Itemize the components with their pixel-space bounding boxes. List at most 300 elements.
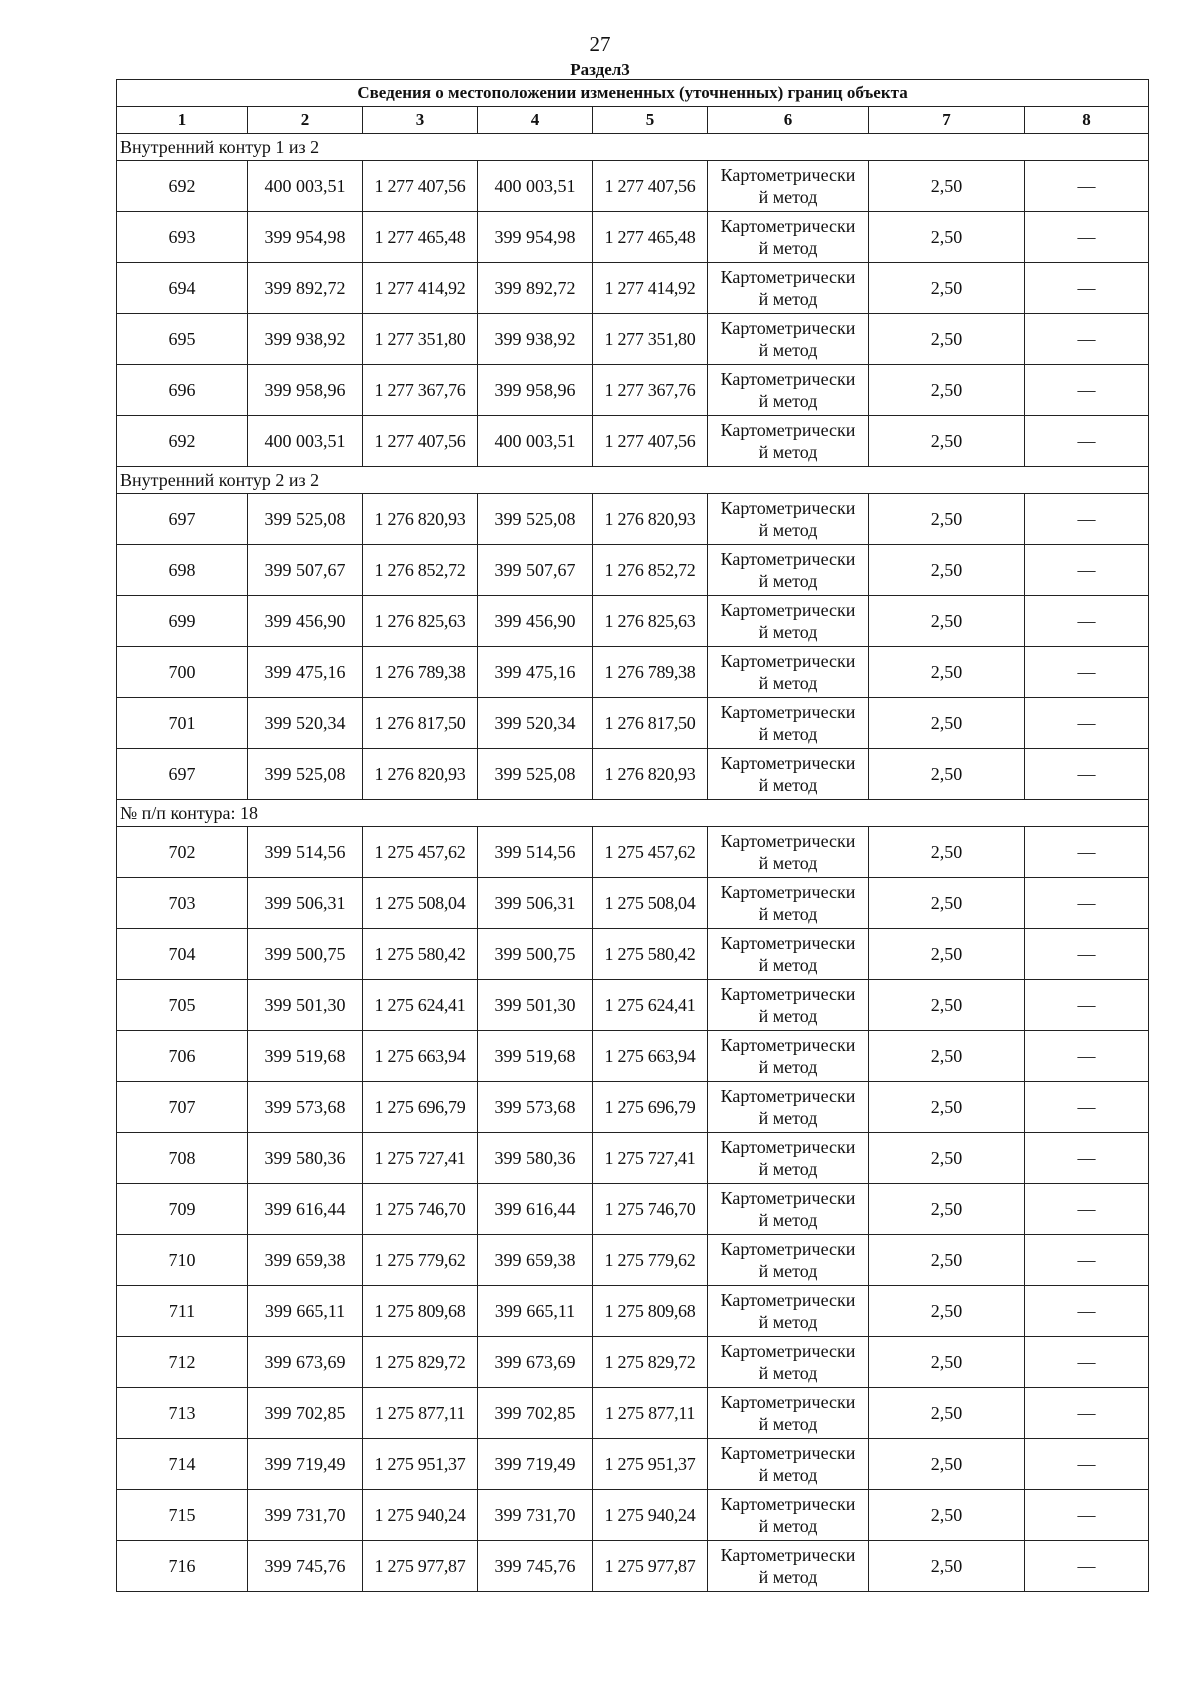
- column-number-row: [117, 107, 1149, 134]
- y-old-cell: 1 276 817,50: [363, 698, 478, 749]
- method-text-line1: Картометрически: [720, 831, 856, 851]
- y-new-cell: 1 276 820,93: [593, 749, 708, 800]
- column-number: 6: [708, 107, 869, 134]
- table-row: [117, 1439, 1149, 1490]
- method-cell: [708, 1337, 869, 1388]
- page-number: 27: [589, 32, 611, 56]
- y-new-cell: 1 275 746,70: [593, 1184, 708, 1235]
- y-old-cell: 1 275 779,62: [363, 1235, 478, 1286]
- table-title: Сведения о местоположении измененных (уточненных) границ объекта: [117, 80, 1149, 107]
- y-old-cell: 1 275 746,70: [363, 1184, 478, 1235]
- method-text-line1: Картометрически: [720, 1188, 856, 1208]
- method-cell: [708, 929, 869, 980]
- y-new-cell: 1 277 367,76: [593, 365, 708, 416]
- method-text-line2: й метод: [758, 187, 818, 207]
- x-old-cell: 400 003,51: [248, 161, 363, 212]
- method-cell: [708, 1031, 869, 1082]
- section-title: Раздел3: [570, 60, 630, 79]
- contour-header-row: [117, 467, 1149, 494]
- precision-cell: 2,50: [869, 1541, 1025, 1592]
- x-old-cell: 399 525,08: [248, 749, 363, 800]
- method-text-line2: й метод: [758, 1261, 818, 1281]
- contour-label: № п/п контура: 18: [117, 800, 1149, 827]
- y-new-cell: 1 277 465,48: [593, 212, 708, 263]
- precision-cell: 2,50: [869, 212, 1025, 263]
- y-new-cell: 1 276 852,72: [593, 545, 708, 596]
- precision-cell: 2,50: [869, 878, 1025, 929]
- x-new-cell: 399 507,67: [478, 545, 593, 596]
- method-text-line2: й метод: [758, 1312, 818, 1332]
- x-new-cell: 399 580,36: [478, 1133, 593, 1184]
- x-new-cell: 399 745,76: [478, 1541, 593, 1592]
- method-cell: [708, 1082, 869, 1133]
- precision-cell: 2,50: [869, 416, 1025, 467]
- x-old-cell: 399 954,98: [248, 212, 363, 263]
- note-cell: —: [1025, 1388, 1149, 1439]
- x-new-cell: 399 938,92: [478, 314, 593, 365]
- precision-cell: 2,50: [869, 1337, 1025, 1388]
- x-old-cell: 399 665,11: [248, 1286, 363, 1337]
- x-old-cell: 399 719,49: [248, 1439, 363, 1490]
- coordinates-table: [116, 79, 1149, 1592]
- method-text-line2: й метод: [758, 853, 818, 873]
- x-new-cell: 399 525,08: [478, 749, 593, 800]
- precision-cell: 2,50: [869, 1286, 1025, 1337]
- method-text-line2: й метод: [758, 238, 818, 258]
- method-text-line2: й метод: [758, 1465, 818, 1485]
- x-old-cell: 399 573,68: [248, 1082, 363, 1133]
- method-text-line1: Картометрически: [720, 1035, 856, 1055]
- method-cell: [708, 1490, 869, 1541]
- table-row: [117, 545, 1149, 596]
- point-number-cell: 711: [117, 1286, 248, 1337]
- point-number-cell: 710: [117, 1235, 248, 1286]
- x-old-cell: 399 580,36: [248, 1133, 363, 1184]
- x-new-cell: 399 501,30: [478, 980, 593, 1031]
- x-old-cell: 399 500,75: [248, 929, 363, 980]
- table-row: [117, 1031, 1149, 1082]
- method-text-line2: й метод: [758, 1516, 818, 1536]
- point-number-cell: 701: [117, 698, 248, 749]
- method-cell: [708, 749, 869, 800]
- x-new-cell: 399 500,75: [478, 929, 593, 980]
- point-number-cell: 702: [117, 827, 248, 878]
- method-text-line2: й метод: [758, 1414, 818, 1434]
- precision-cell: 2,50: [869, 161, 1025, 212]
- contour-label: Внутренний контур 1 из 2: [117, 134, 1149, 161]
- table-row: [117, 365, 1149, 416]
- method-text-line1: Картометрически: [720, 651, 856, 671]
- method-text-line1: Картометрически: [720, 1494, 856, 1514]
- note-cell: —: [1025, 365, 1149, 416]
- method-cell: [708, 1133, 869, 1184]
- note-cell: —: [1025, 647, 1149, 698]
- point-number-cell: 714: [117, 1439, 248, 1490]
- method-text-line2: й метод: [758, 571, 818, 591]
- x-new-cell: 399 514,56: [478, 827, 593, 878]
- x-old-cell: 399 519,68: [248, 1031, 363, 1082]
- precision-cell: 2,50: [869, 1133, 1025, 1184]
- precision-cell: 2,50: [869, 263, 1025, 314]
- y-old-cell: 1 277 465,48: [363, 212, 478, 263]
- method-text-line1: Картометрически: [720, 1290, 856, 1310]
- point-number-cell: 695: [117, 314, 248, 365]
- method-text-line1: Картометрически: [720, 753, 856, 773]
- method-cell: [708, 263, 869, 314]
- column-number: 5: [593, 107, 708, 134]
- y-new-cell: 1 275 457,62: [593, 827, 708, 878]
- x-old-cell: 399 525,08: [248, 494, 363, 545]
- method-cell: [708, 1235, 869, 1286]
- point-number-cell: 716: [117, 1541, 248, 1592]
- note-cell: —: [1025, 980, 1149, 1031]
- y-new-cell: 1 275 951,37: [593, 1439, 708, 1490]
- method-cell: [708, 1439, 869, 1490]
- table-row: [117, 1286, 1149, 1337]
- table-row: [117, 596, 1149, 647]
- note-cell: —: [1025, 698, 1149, 749]
- table-row: [117, 1490, 1149, 1541]
- method-cell: [708, 827, 869, 878]
- method-text-line1: Картометрически: [720, 267, 856, 287]
- method-text-line1: Картометрически: [720, 549, 856, 569]
- x-new-cell: 400 003,51: [478, 161, 593, 212]
- x-old-cell: 400 003,51: [248, 416, 363, 467]
- y-new-cell: 1 275 696,79: [593, 1082, 708, 1133]
- method-text-line2: й метод: [758, 1006, 818, 1026]
- x-new-cell: 400 003,51: [478, 416, 593, 467]
- note-cell: —: [1025, 596, 1149, 647]
- x-new-cell: 399 520,34: [478, 698, 593, 749]
- y-old-cell: 1 276 825,63: [363, 596, 478, 647]
- y-new-cell: 1 275 580,42: [593, 929, 708, 980]
- precision-cell: 2,50: [869, 314, 1025, 365]
- table-row: [117, 929, 1149, 980]
- method-text-line2: й метод: [758, 724, 818, 744]
- y-old-cell: 1 275 624,41: [363, 980, 478, 1031]
- method-text-line2: й метод: [758, 1108, 818, 1128]
- x-old-cell: 399 616,44: [248, 1184, 363, 1235]
- x-old-cell: 399 506,31: [248, 878, 363, 929]
- table-row: [117, 1184, 1149, 1235]
- method-text-line1: Картометрически: [720, 1086, 856, 1106]
- table-row: [117, 980, 1149, 1031]
- method-text-line1: Картометрически: [720, 165, 856, 185]
- y-old-cell: 1 277 414,92: [363, 263, 478, 314]
- x-old-cell: 399 892,72: [248, 263, 363, 314]
- y-old-cell: 1 276 820,93: [363, 749, 478, 800]
- y-old-cell: 1 276 789,38: [363, 647, 478, 698]
- x-new-cell: 399 702,85: [478, 1388, 593, 1439]
- x-new-cell: 399 456,90: [478, 596, 593, 647]
- precision-cell: 2,50: [869, 827, 1025, 878]
- precision-cell: 2,50: [869, 1235, 1025, 1286]
- method-text-line2: й метод: [758, 904, 818, 924]
- method-cell: [708, 596, 869, 647]
- x-new-cell: 399 719,49: [478, 1439, 593, 1490]
- precision-cell: 2,50: [869, 365, 1025, 416]
- contour-label: Внутренний контур 2 из 2: [117, 467, 1149, 494]
- y-new-cell: 1 275 977,87: [593, 1541, 708, 1592]
- point-number-cell: 712: [117, 1337, 248, 1388]
- precision-cell: 2,50: [869, 1082, 1025, 1133]
- precision-cell: 2,50: [869, 698, 1025, 749]
- y-new-cell: 1 277 414,92: [593, 263, 708, 314]
- column-number: 2: [248, 107, 363, 134]
- y-old-cell: 1 277 407,56: [363, 161, 478, 212]
- table-row: [117, 416, 1149, 467]
- table-row: [117, 212, 1149, 263]
- table-body: [117, 134, 1149, 1592]
- method-text-line1: Картометрически: [720, 216, 856, 236]
- method-text-line2: й метод: [758, 1057, 818, 1077]
- point-number-cell: 705: [117, 980, 248, 1031]
- point-number-cell: 704: [117, 929, 248, 980]
- x-old-cell: 399 501,30: [248, 980, 363, 1031]
- precision-cell: 2,50: [869, 494, 1025, 545]
- column-number: 7: [869, 107, 1025, 134]
- point-number-cell: 709: [117, 1184, 248, 1235]
- method-cell: [708, 545, 869, 596]
- method-text-line1: Картометрически: [720, 318, 856, 338]
- x-new-cell: 399 954,98: [478, 212, 593, 263]
- method-text-line1: Картометрически: [720, 369, 856, 389]
- y-new-cell: 1 275 624,41: [593, 980, 708, 1031]
- y-new-cell: 1 275 727,41: [593, 1133, 708, 1184]
- note-cell: —: [1025, 1286, 1149, 1337]
- y-old-cell: 1 277 367,76: [363, 365, 478, 416]
- y-new-cell: 1 275 779,62: [593, 1235, 708, 1286]
- method-cell: [708, 1541, 869, 1592]
- y-old-cell: 1 277 407,56: [363, 416, 478, 467]
- y-old-cell: 1 275 951,37: [363, 1439, 478, 1490]
- x-old-cell: 399 514,56: [248, 827, 363, 878]
- point-number-cell: 715: [117, 1490, 248, 1541]
- x-new-cell: 399 475,16: [478, 647, 593, 698]
- precision-cell: 2,50: [869, 749, 1025, 800]
- note-cell: —: [1025, 1490, 1149, 1541]
- column-number: 1: [117, 107, 248, 134]
- method-cell: [708, 647, 869, 698]
- x-old-cell: 399 475,16: [248, 647, 363, 698]
- method-text-line1: Картометрически: [720, 600, 856, 620]
- note-cell: —: [1025, 263, 1149, 314]
- note-cell: —: [1025, 161, 1149, 212]
- y-old-cell: 1 276 820,93: [363, 494, 478, 545]
- note-cell: —: [1025, 212, 1149, 263]
- method-text-line2: й метод: [758, 1363, 818, 1383]
- point-number-cell: 700: [117, 647, 248, 698]
- precision-cell: 2,50: [869, 929, 1025, 980]
- method-text-line1: Картометрически: [720, 882, 856, 902]
- y-old-cell: 1 276 852,72: [363, 545, 478, 596]
- y-old-cell: 1 275 457,62: [363, 827, 478, 878]
- point-number-cell: 694: [117, 263, 248, 314]
- y-old-cell: 1 275 727,41: [363, 1133, 478, 1184]
- table-row: [117, 827, 1149, 878]
- y-new-cell: 1 276 789,38: [593, 647, 708, 698]
- point-number-cell: 703: [117, 878, 248, 929]
- y-old-cell: 1 275 877,11: [363, 1388, 478, 1439]
- y-new-cell: 1 275 809,68: [593, 1286, 708, 1337]
- x-old-cell: 399 958,96: [248, 365, 363, 416]
- y-new-cell: 1 275 940,24: [593, 1490, 708, 1541]
- method-text-line1: Картометрически: [720, 1443, 856, 1463]
- note-cell: —: [1025, 545, 1149, 596]
- precision-cell: 2,50: [869, 980, 1025, 1031]
- method-text-line1: Картометрически: [720, 984, 856, 1004]
- y-new-cell: 1 275 877,11: [593, 1388, 708, 1439]
- method-cell: [708, 365, 869, 416]
- note-cell: —: [1025, 929, 1149, 980]
- y-old-cell: 1 275 977,87: [363, 1541, 478, 1592]
- point-number-cell: 697: [117, 494, 248, 545]
- note-cell: —: [1025, 1235, 1149, 1286]
- table-row: [117, 1133, 1149, 1184]
- table-row: [117, 749, 1149, 800]
- method-text-line2: й метод: [758, 622, 818, 642]
- table-row: [117, 1235, 1149, 1286]
- method-cell: [708, 878, 869, 929]
- note-cell: —: [1025, 1337, 1149, 1388]
- table-row: [117, 647, 1149, 698]
- x-old-cell: 399 659,38: [248, 1235, 363, 1286]
- note-cell: —: [1025, 416, 1149, 467]
- x-old-cell: 399 731,70: [248, 1490, 363, 1541]
- x-old-cell: 399 745,76: [248, 1541, 363, 1592]
- method-text-line2: й метод: [758, 442, 818, 462]
- method-cell: [708, 980, 869, 1031]
- x-new-cell: 399 616,44: [478, 1184, 593, 1235]
- y-new-cell: 1 275 663,94: [593, 1031, 708, 1082]
- contour-header-row: [117, 800, 1149, 827]
- precision-cell: 2,50: [869, 1490, 1025, 1541]
- method-text-line1: Картометрически: [720, 1392, 856, 1412]
- y-new-cell: 1 276 825,63: [593, 596, 708, 647]
- method-text-line2: й метод: [758, 520, 818, 540]
- column-number: 3: [363, 107, 478, 134]
- precision-cell: 2,50: [869, 1388, 1025, 1439]
- x-new-cell: 399 659,38: [478, 1235, 593, 1286]
- y-old-cell: 1 275 580,42: [363, 929, 478, 980]
- method-text-line1: Картометрически: [720, 1545, 856, 1565]
- x-new-cell: 399 519,68: [478, 1031, 593, 1082]
- x-new-cell: 399 525,08: [478, 494, 593, 545]
- point-number-cell: 697: [117, 749, 248, 800]
- note-cell: —: [1025, 1184, 1149, 1235]
- table-row: [117, 1082, 1149, 1133]
- note-cell: —: [1025, 494, 1149, 545]
- x-new-cell: 399 506,31: [478, 878, 593, 929]
- y-new-cell: 1 275 508,04: [593, 878, 708, 929]
- x-old-cell: 399 938,92: [248, 314, 363, 365]
- note-cell: —: [1025, 878, 1149, 929]
- method-text-line2: й метод: [758, 775, 818, 795]
- y-new-cell: 1 277 407,56: [593, 161, 708, 212]
- method-cell: [708, 1184, 869, 1235]
- method-cell: [708, 698, 869, 749]
- method-text-line2: й метод: [758, 1159, 818, 1179]
- method-text-line1: Картометрически: [720, 1341, 856, 1361]
- method-cell: [708, 314, 869, 365]
- point-number-cell: 707: [117, 1082, 248, 1133]
- table-row: [117, 314, 1149, 365]
- note-cell: —: [1025, 1031, 1149, 1082]
- point-number-cell: 698: [117, 545, 248, 596]
- table-row: [117, 161, 1149, 212]
- y-old-cell: 1 275 809,68: [363, 1286, 478, 1337]
- x-new-cell: 399 958,96: [478, 365, 593, 416]
- y-new-cell: 1 277 351,80: [593, 314, 708, 365]
- method-text-line1: Картометрически: [720, 420, 856, 440]
- precision-cell: 2,50: [869, 1184, 1025, 1235]
- table-row: [117, 1388, 1149, 1439]
- method-text-line2: й метод: [758, 955, 818, 975]
- x-old-cell: 399 520,34: [248, 698, 363, 749]
- point-number-cell: 708: [117, 1133, 248, 1184]
- note-cell: —: [1025, 827, 1149, 878]
- x-new-cell: 399 673,69: [478, 1337, 593, 1388]
- x-old-cell: 399 673,69: [248, 1337, 363, 1388]
- precision-cell: 2,50: [869, 596, 1025, 647]
- note-cell: —: [1025, 314, 1149, 365]
- note-cell: —: [1025, 1082, 1149, 1133]
- method-text-line1: Картометрически: [720, 1239, 856, 1259]
- precision-cell: 2,50: [869, 1031, 1025, 1082]
- method-cell: [708, 1388, 869, 1439]
- x-new-cell: 399 665,11: [478, 1286, 593, 1337]
- column-number: 8: [1025, 107, 1149, 134]
- method-cell: [708, 494, 869, 545]
- x-old-cell: 399 507,67: [248, 545, 363, 596]
- contour-header-row: [117, 134, 1149, 161]
- method-text-line2: й метод: [758, 1567, 818, 1587]
- point-number-cell: 713: [117, 1388, 248, 1439]
- note-cell: —: [1025, 1439, 1149, 1490]
- method-text-line2: й метод: [758, 1210, 818, 1230]
- y-old-cell: 1 275 663,94: [363, 1031, 478, 1082]
- method-text-line1: Картометрически: [720, 702, 856, 722]
- method-text-line1: Картометрически: [720, 933, 856, 953]
- point-number-cell: 693: [117, 212, 248, 263]
- note-cell: —: [1025, 749, 1149, 800]
- table-row: [117, 1337, 1149, 1388]
- method-text-line2: й метод: [758, 673, 818, 693]
- method-text-line1: Картометрически: [720, 498, 856, 518]
- y-new-cell: 1 276 820,93: [593, 494, 708, 545]
- y-new-cell: 1 277 407,56: [593, 416, 708, 467]
- table-row: [117, 878, 1149, 929]
- y-old-cell: 1 275 940,24: [363, 1490, 478, 1541]
- point-number-cell: 692: [117, 416, 248, 467]
- table-row: [117, 1541, 1149, 1592]
- method-cell: [708, 212, 869, 263]
- x-old-cell: 399 702,85: [248, 1388, 363, 1439]
- method-text-line2: й метод: [758, 340, 818, 360]
- method-cell: [708, 416, 869, 467]
- precision-cell: 2,50: [869, 1439, 1025, 1490]
- note-cell: —: [1025, 1541, 1149, 1592]
- point-number-cell: 696: [117, 365, 248, 416]
- table-row: [117, 698, 1149, 749]
- precision-cell: 2,50: [869, 545, 1025, 596]
- method-text-line1: Картометрически: [720, 1137, 856, 1157]
- x-new-cell: 399 892,72: [478, 263, 593, 314]
- y-old-cell: 1 277 351,80: [363, 314, 478, 365]
- y-old-cell: 1 275 829,72: [363, 1337, 478, 1388]
- method-cell: [708, 1286, 869, 1337]
- y-new-cell: 1 275 829,72: [593, 1337, 708, 1388]
